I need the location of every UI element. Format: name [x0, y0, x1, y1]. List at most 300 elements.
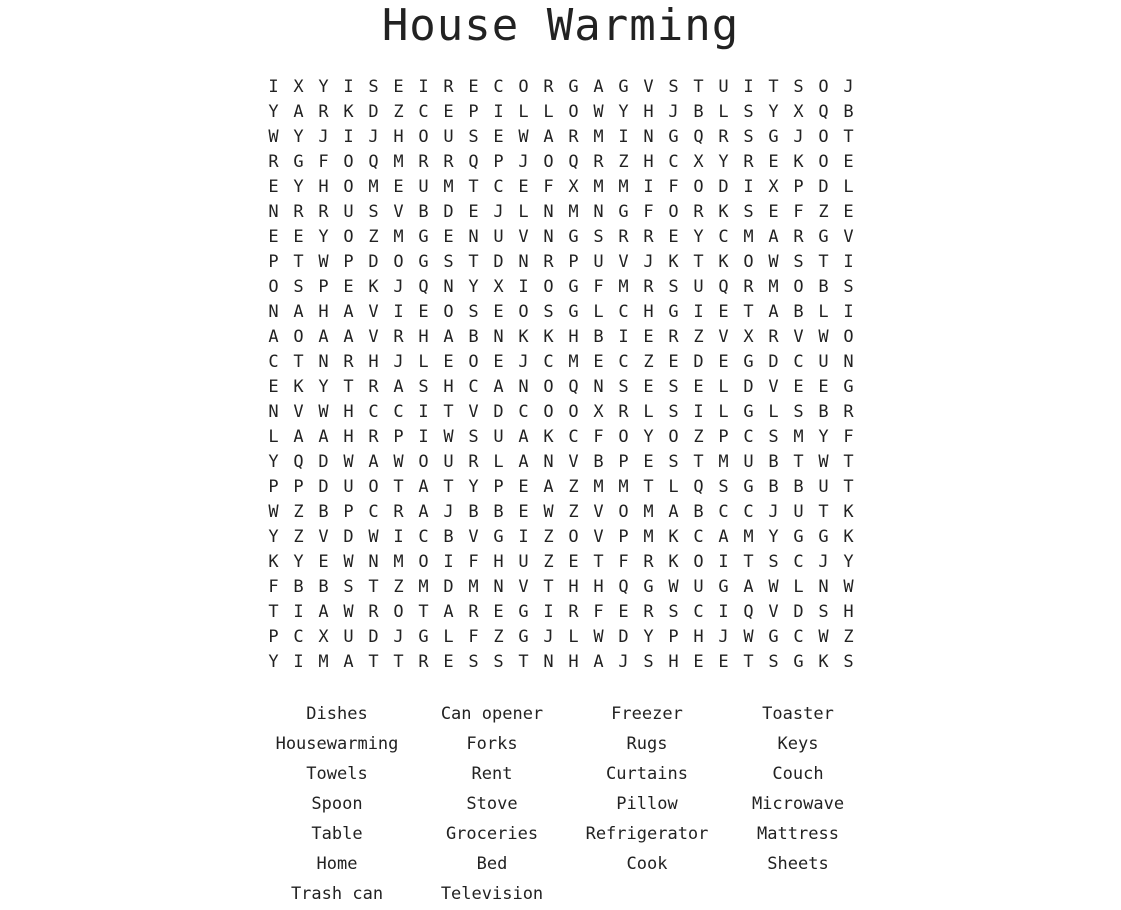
grid-letter: K [718, 252, 729, 272]
grid-letter: A [293, 302, 304, 322]
grid-letter: B [768, 452, 779, 472]
grid-letter: V [593, 527, 604, 547]
grid-letter: M [318, 652, 329, 672]
grid-row [261, 450, 861, 475]
grid-letter: K [268, 552, 279, 572]
grid-letter: W [343, 552, 354, 572]
grid-letter: R [718, 127, 729, 147]
grid-row [261, 275, 861, 300]
grid-letter: R [643, 552, 654, 572]
grid-letter: Y [618, 102, 629, 122]
grid-letter: G [418, 627, 429, 647]
grid-letter: C [418, 102, 429, 122]
grid-letter: Z [693, 427, 704, 447]
grid-letter: T [543, 577, 554, 597]
grid-letter: P [343, 502, 354, 522]
grid-letter: O [418, 452, 429, 472]
grid-letter: X [493, 277, 504, 297]
grid-letter: P [793, 177, 804, 197]
grid-letter: E [443, 102, 454, 122]
grid-letter: E [693, 377, 704, 397]
grid-letter: K [793, 152, 804, 172]
grid-letter: W [743, 627, 754, 647]
grid-letter: E [618, 602, 629, 622]
grid-letter: P [268, 252, 279, 272]
grid-letter: G [768, 627, 779, 647]
grid-letter: P [293, 477, 304, 497]
grid-letter: W [343, 452, 354, 472]
grid-letter: P [468, 102, 479, 122]
grid-letter: Q [568, 152, 579, 172]
grid-row [261, 400, 861, 425]
grid-letter: D [368, 627, 379, 647]
grid-letter: T [468, 252, 479, 272]
grid-letter: I [718, 602, 729, 622]
grid-letter: O [818, 152, 829, 172]
grid-letter: F [468, 627, 479, 647]
grid-letter: M [593, 127, 604, 147]
grid-letter: B [493, 502, 504, 522]
grid-letter: I [693, 402, 704, 422]
grid-letter: M [593, 477, 604, 497]
grid-letter: S [818, 602, 829, 622]
grid-letter: I [693, 302, 704, 322]
grid-letter: Z [693, 327, 704, 347]
grid-letter: M [618, 277, 629, 297]
grid-row [261, 525, 861, 550]
grid-letter: E [318, 552, 329, 572]
grid-letter: S [668, 277, 679, 297]
grid-letter: E [718, 652, 729, 672]
grid-letter: G [493, 527, 504, 547]
grid-letter: Y [268, 527, 279, 547]
grid-letter: D [718, 177, 729, 197]
grid-letter: J [718, 627, 729, 647]
grid-letter: C [793, 552, 804, 572]
grid-letter: N [368, 552, 379, 572]
grid-letter: V [843, 227, 854, 247]
grid-letter: W [268, 127, 279, 147]
grid-letter: S [668, 377, 679, 397]
grid-letter: D [818, 177, 829, 197]
grid-letter: Y [293, 552, 304, 572]
grid-letter: K [293, 377, 304, 397]
grid-letter: S [443, 252, 454, 272]
grid-letter: R [443, 77, 454, 97]
grid-letter: T [818, 252, 829, 272]
grid-row [261, 200, 861, 225]
grid-letter: O [843, 327, 854, 347]
grid-letter: P [393, 427, 404, 447]
grid-letter: R [368, 602, 379, 622]
grid-letter: I [843, 302, 854, 322]
grid-letter: V [643, 77, 654, 97]
grid-letter: C [543, 352, 554, 372]
grid-letter: A [518, 427, 529, 447]
grid-letter: E [643, 377, 654, 397]
grid-letter: K [543, 327, 554, 347]
grid-letter: H [318, 302, 329, 322]
grid-letter: G [818, 227, 829, 247]
grid-letter: N [493, 577, 504, 597]
grid-letter: R [543, 252, 554, 272]
grid-letter: Y [268, 452, 279, 472]
grid-letter: S [418, 377, 429, 397]
grid-letter: X [743, 327, 754, 347]
grid-letter: V [318, 527, 329, 547]
word-list-item: Keys [777, 734, 819, 754]
grid-letter: P [493, 152, 504, 172]
grid-letter: S [468, 302, 479, 322]
grid-letter: O [668, 202, 679, 222]
grid-letter: O [418, 127, 429, 147]
grid-letter: S [643, 652, 654, 672]
grid-letter: N [268, 202, 279, 222]
grid-letter: J [393, 277, 404, 297]
grid-letter: C [468, 377, 479, 397]
word-list-item: Rent [471, 764, 513, 784]
grid-letter: O [518, 302, 529, 322]
grid-letter: E [293, 227, 304, 247]
grid-letter: D [793, 602, 804, 622]
grid-letter: S [743, 127, 754, 147]
grid-letter: R [368, 377, 379, 397]
grid-letter: S [793, 77, 804, 97]
grid-row [261, 500, 861, 525]
grid-letter: Z [818, 202, 829, 222]
grid-letter: O [543, 377, 554, 397]
grid-letter: Q [743, 602, 754, 622]
grid-letter: I [718, 552, 729, 572]
grid-letter: W [768, 252, 779, 272]
grid-letter: T [293, 352, 304, 372]
grid-letter: Z [393, 102, 404, 122]
grid-letter: B [793, 302, 804, 322]
grid-row [261, 550, 861, 575]
grid-letter: R [768, 327, 779, 347]
grid-letter: U [693, 577, 704, 597]
grid-letter: V [593, 502, 604, 522]
grid-letter: R [443, 152, 454, 172]
grid-letter: A [393, 377, 404, 397]
grid-letter: Y [693, 227, 704, 247]
grid-row [261, 600, 861, 625]
grid-letter: Z [293, 527, 304, 547]
grid-letter: A [593, 77, 604, 97]
grid-letter: P [568, 252, 579, 272]
grid-letter: U [343, 627, 354, 647]
grid-letter: F [643, 202, 654, 222]
grid-letter: W [318, 402, 329, 422]
grid-letter: T [768, 77, 779, 97]
grid-letter: W [593, 627, 604, 647]
grid-letter: O [368, 477, 379, 497]
grid-letter: O [343, 227, 354, 247]
grid-letter: T [743, 552, 754, 572]
grid-letter: S [843, 277, 854, 297]
grid-letter: K [343, 102, 354, 122]
grid-letter: P [318, 277, 329, 297]
grid-letter: E [843, 202, 854, 222]
grid-letter: N [543, 452, 554, 472]
word-list-item: Pillow [616, 794, 678, 814]
grid-letter: N [818, 577, 829, 597]
grid-letter: E [518, 477, 529, 497]
grid-row [261, 175, 861, 200]
grid-letter: E [443, 652, 454, 672]
grid-letter: N [543, 202, 554, 222]
grid-letter: G [643, 577, 654, 597]
grid-letter: Q [818, 102, 829, 122]
grid-letter: P [268, 627, 279, 647]
grid-row [261, 225, 861, 250]
grid-letter: U [343, 202, 354, 222]
grid-letter: G [843, 377, 854, 397]
grid-letter: I [843, 252, 854, 272]
word-list-item: Bed [476, 854, 508, 874]
grid-letter: T [593, 552, 604, 572]
grid-letter: W [843, 577, 854, 597]
grid-letter: W [668, 577, 679, 597]
grid-letter: T [743, 302, 754, 322]
grid-letter: Y [643, 627, 654, 647]
grid-letter: I [418, 77, 429, 97]
grid-letter: P [493, 477, 504, 497]
grid-letter: E [668, 227, 679, 247]
grid-letter: T [393, 652, 404, 672]
grid-letter: R [593, 152, 604, 172]
grid-letter: S [768, 652, 779, 672]
word-list-item: Curtains [606, 764, 688, 784]
grid-letter: H [418, 327, 429, 347]
grid-letter: R [318, 202, 329, 222]
grid-letter: I [743, 77, 754, 97]
grid-letter: S [743, 102, 754, 122]
grid-letter: V [368, 302, 379, 322]
grid-letter: N [268, 302, 279, 322]
grid-letter: F [318, 152, 329, 172]
grid-letter: M [368, 177, 379, 197]
grid-letter: H [393, 127, 404, 147]
grid-letter: L [718, 402, 729, 422]
grid-letter: R [793, 227, 804, 247]
grid-letter: O [268, 277, 279, 297]
grid-letter: E [718, 352, 729, 372]
grid-letter: T [793, 452, 804, 472]
grid-letter: A [368, 452, 379, 472]
grid-letter: L [443, 627, 454, 647]
grid-letter: V [793, 327, 804, 347]
grid-letter: G [668, 127, 679, 147]
word-list-item: Microwave [751, 794, 845, 814]
grid-letter: B [693, 102, 704, 122]
grid-letter: O [393, 602, 404, 622]
grid-letter: E [818, 377, 829, 397]
grid-letter: B [468, 502, 479, 522]
grid-letter: V [568, 452, 579, 472]
grid-letter: M [768, 277, 779, 297]
grid-letter: G [418, 227, 429, 247]
grid-letter: H [368, 352, 379, 372]
grid-letter: I [743, 177, 754, 197]
grid-letter: G [618, 77, 629, 97]
grid-letter: E [268, 227, 279, 247]
grid-letter: I [618, 127, 629, 147]
grid-letter: M [643, 527, 654, 547]
grid-letter: V [768, 377, 779, 397]
word-list-item: Towels [306, 764, 368, 784]
word-list-item: Toaster [762, 704, 834, 724]
grid-letter: O [568, 102, 579, 122]
grid-letter: G [793, 527, 804, 547]
grid-letter: R [843, 402, 854, 422]
grid-letter: O [793, 277, 804, 297]
grid-letter: H [668, 652, 679, 672]
grid-letter: J [793, 127, 804, 147]
grid-letter: T [368, 577, 379, 597]
grid-letter: U [443, 452, 454, 472]
grid-letter: S [743, 202, 754, 222]
grid-letter: R [743, 152, 754, 172]
grid-letter: I [643, 177, 654, 197]
grid-letter: M [618, 177, 629, 197]
grid-row [261, 150, 861, 175]
grid-letter: A [418, 477, 429, 497]
grid-row [261, 375, 861, 400]
grid-letter: E [768, 202, 779, 222]
grid-letter: N [518, 377, 529, 397]
word-list-item: Couch [772, 764, 824, 784]
grid-letter: C [693, 527, 704, 547]
grid-letter: C [293, 627, 304, 647]
grid-letter: M [568, 352, 579, 372]
grid-letter: I [343, 77, 354, 97]
grid-letter: S [468, 427, 479, 447]
grid-letter: S [668, 77, 679, 97]
grid-letter: S [468, 127, 479, 147]
grid-letter: X [693, 152, 704, 172]
grid-letter: X [593, 402, 604, 422]
grid-row [261, 575, 861, 600]
grid-letter: O [693, 552, 704, 572]
grid-letter: I [343, 127, 354, 147]
grid-letter: A [268, 327, 279, 347]
grid-letter: E [593, 352, 604, 372]
grid-letter: C [793, 352, 804, 372]
grid-letter: G [568, 227, 579, 247]
grid-letter: X [768, 177, 779, 197]
grid-letter: R [618, 227, 629, 247]
grid-letter: F [593, 427, 604, 447]
grid-letter: L [418, 352, 429, 372]
grid-letter: D [693, 352, 704, 372]
grid-letter: E [718, 302, 729, 322]
grid-letter: B [318, 502, 329, 522]
grid-letter: C [568, 427, 579, 447]
grid-letter: A [418, 502, 429, 522]
grid-letter: E [643, 452, 654, 472]
word-list-item: Sheets [767, 854, 829, 874]
grid-letter: N [593, 202, 604, 222]
grid-letter: G [743, 402, 754, 422]
grid-letter: W [343, 602, 354, 622]
grid-letter: Y [468, 277, 479, 297]
grid-letter: T [693, 252, 704, 272]
grid-letter: M [568, 202, 579, 222]
grid-letter: M [718, 452, 729, 472]
grid-letter: B [418, 202, 429, 222]
grid-letter: R [343, 352, 354, 372]
grid-letter: L [543, 102, 554, 122]
grid-letter: Z [568, 477, 579, 497]
grid-letter: I [393, 527, 404, 547]
grid-letter: K [843, 527, 854, 547]
grid-letter: V [468, 527, 479, 547]
grid-row [261, 125, 861, 150]
grid-letter: S [793, 252, 804, 272]
grid-letter: W [318, 252, 329, 272]
grid-letter: F [468, 552, 479, 572]
grid-row [261, 475, 861, 500]
grid-letter: P [668, 627, 679, 647]
grid-letter: R [693, 202, 704, 222]
grid-letter: J [493, 202, 504, 222]
grid-letter: R [643, 602, 654, 622]
grid-letter: V [618, 252, 629, 272]
grid-letter: O [543, 152, 554, 172]
grid-letter: K [668, 252, 679, 272]
grid-letter: P [718, 427, 729, 447]
grid-letter: T [743, 652, 754, 672]
grid-letter: M [793, 427, 804, 447]
grid-letter: F [668, 177, 679, 197]
grid-letter: N [518, 252, 529, 272]
grid-letter: Z [568, 502, 579, 522]
grid-letter: J [668, 102, 679, 122]
grid-letter: L [718, 102, 729, 122]
grid-letter: E [393, 77, 404, 97]
grid-letter: N [593, 377, 604, 397]
grid-letter: R [568, 602, 579, 622]
word-list-item: Table [311, 824, 363, 844]
grid-letter: B [843, 102, 854, 122]
grid-letter: R [368, 427, 379, 447]
grid-letter: C [793, 627, 804, 647]
grid-letter: T [343, 377, 354, 397]
grid-letter: U [493, 427, 504, 447]
grid-letter: H [568, 327, 579, 347]
grid-letter: Z [543, 552, 554, 572]
grid-letter: R [743, 277, 754, 297]
grid-letter: T [693, 452, 704, 472]
grid-letter: D [493, 252, 504, 272]
grid-letter: D [318, 452, 329, 472]
word-list-item: Home [316, 854, 358, 874]
grid-letter: E [268, 377, 279, 397]
letter-grid [261, 75, 861, 675]
grid-letter: Q [368, 152, 379, 172]
grid-letter: O [693, 177, 704, 197]
grid-letter: Q [618, 577, 629, 597]
grid-letter: I [418, 427, 429, 447]
grid-letter: E [643, 327, 654, 347]
grid-letter: U [443, 127, 454, 147]
grid-letter: O [543, 402, 554, 422]
grid-letter: G [568, 302, 579, 322]
grid-letter: G [293, 152, 304, 172]
grid-letter: Y [318, 377, 329, 397]
grid-letter: Z [543, 527, 554, 547]
